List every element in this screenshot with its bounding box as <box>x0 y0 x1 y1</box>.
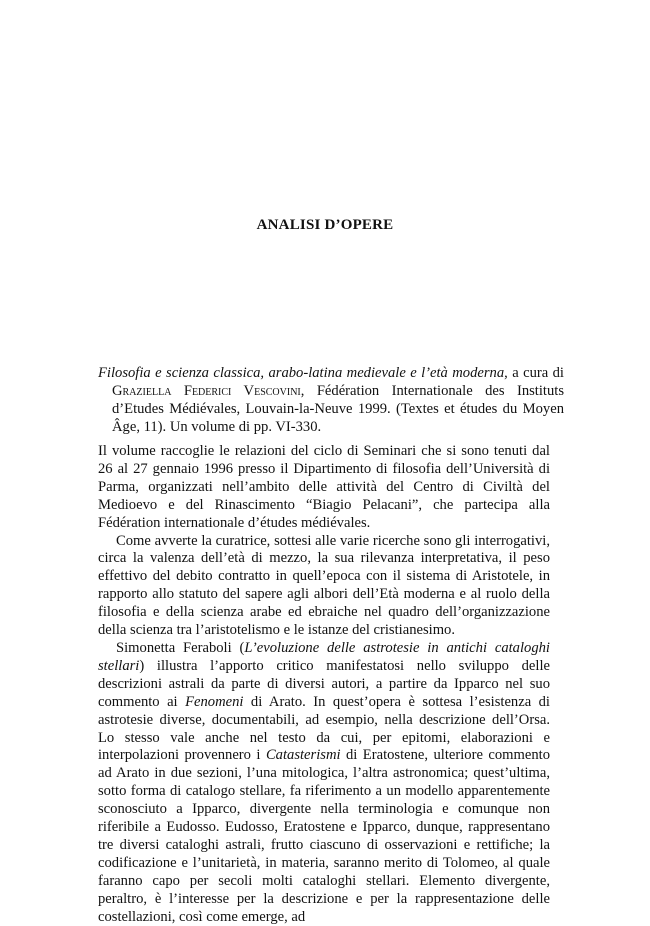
p3-text-a: ) illustra l’apporto critico manifestatosi nello sviluppo delle descrizioni astrali da parte di diversi autori, a partire da Ipparco nel suo commento ai <box>98 657 550 710</box>
paragraph-1: Il volume raccoglie le relazioni del ciclo di Seminari che si sono tenuti dal 26 al 27 gennaio 1996 presso il Dipartimento di filosofia dell’Università di Parma, organizzati nell’ambito delle attività del Centro di Civiltà del Medioevo e del Rinascimento “Biagio Pelacani”, che partecipa alla Fédération internationale d’études médiévales. <box>98 443 550 531</box>
paragraph-2: Come avverte la curatrice, sottesi alle varie ricerche sono gli interrogativi, circa la valenza dell’età di mezzo, la sua rilevanza interpretativa, il peso effettivo del debito contratto in quell’epoca con il sistema di Aristotele, in rapporto allo statuto del sapere agli albori dell’Età moderna e al ruolo della filosofia e della scienza arabe ed ebraiche nel quadro dell’organizzazione della scienza tra l’aristotelismo e le istanze del cristianesimo. <box>98 532 550 639</box>
p3-text-b: di Arato. In quest’opera è sottesa l’esistenza di astrotesie diverse, documentabili, ad esempio, nella descrizione dell’Orsa. Lo stesso vale anche nel testo da cui, per epitomi, elaborazioni e interpolazioni provennero i <box>98 693 550 764</box>
p3-text-c: di Eratostene, ulteriore commento ad Arato in due sezioni, l’una mitologica, l’altra astronomica; quest’ultima, sotto forma di catalogo stellare, fa riferimento a un modello apparentemente sconosciuto a Ipparco, divergente nella terminologia e comunque non riferibile a Eudosso. Eudosso, Eratostene e Ipparco, dunque, rappresentano tre diversi cataloghi astrali, frutto ciascuno di osservazioni e rettifiche; la codificazione e l’unitarietà, in materia, saranno merito di Tolomeo, al quale faranno capo per secoli molti cataloghi stellari. Elemento divergente, peraltro, è l’interesse per la descrizione e per la rappresentazione delle costellazioni, così come emerge, ad <box>98 747 550 925</box>
review-body <box>98 443 550 926</box>
editor-prefix: , a cura di <box>504 365 564 381</box>
p3-fenomeni: Fenomeni <box>185 693 244 710</box>
p3-author: Simonetta Feraboli ( <box>116 639 245 656</box>
p3-work-title: L’evoluzione delle astrotesie in antichi cataloghi stellari <box>98 639 550 674</box>
editor-name: Graziella Federici Vescovini <box>112 382 301 399</box>
book-title: Filosofia e scienza classica, arabo-latina medievale e l’età moderna <box>98 365 505 381</box>
bibliographic-citation <box>98 365 564 437</box>
p3-catasterismi: Catasterismi <box>265 747 341 764</box>
section-title: ANALISI D’OPERE <box>256 217 394 233</box>
publisher-info: , Fédération Internationale des Instituts d’Etudes Médiévales, Louvain-la-Neuve 1999. (Textes et études du Moyen Âge, 11). Un volume di pp. VI-330. <box>112 382 564 435</box>
paragraph-3 <box>98 640 550 926</box>
